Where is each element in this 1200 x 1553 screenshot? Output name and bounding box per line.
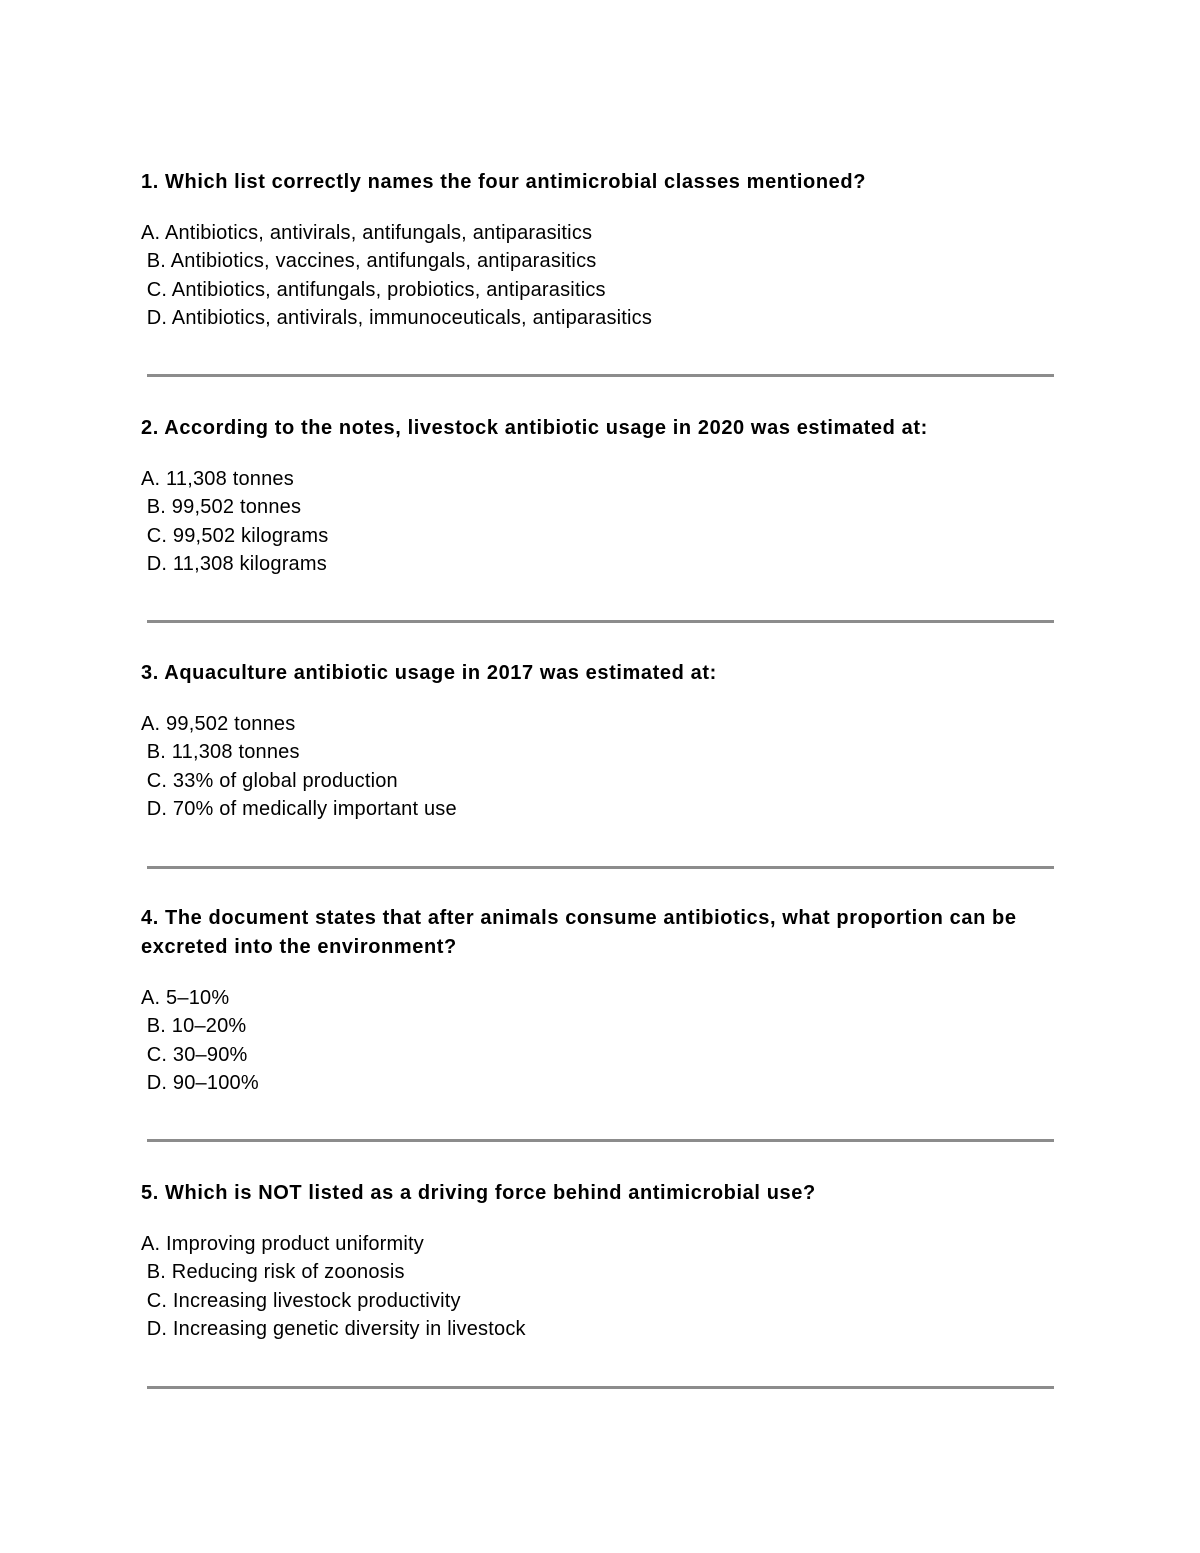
option-c: C. 30–90% [141, 1043, 248, 1066]
option-a: A. Antibiotics, antivirals, antifungals, antiparasitics [141, 222, 593, 244]
answer-options [141, 219, 1061, 332]
divider [147, 374, 1054, 377]
option-b: B. 99,502 tonnes [141, 496, 302, 519]
option-c: C. 33% of global production [141, 769, 398, 792]
option-d: D. 90–100% [141, 1071, 259, 1094]
answer-options [141, 465, 1061, 578]
option-d: D. Increasing genetic diversity in livestock [141, 1317, 526, 1340]
option-b: B. Antibiotics, vaccines, antifungals, antiparasitics [141, 250, 597, 273]
answer-options [141, 1230, 1061, 1343]
answer-options [141, 984, 1061, 1097]
option-c: C. Increasing livestock productivity [141, 1289, 461, 1312]
question-3 [141, 659, 1061, 823]
question-text: 1. Which list correctly names the four antimicrobial classes mentioned? [141, 171, 867, 193]
divider [147, 1386, 1054, 1389]
option-a: A. 11,308 tonnes [141, 468, 294, 490]
divider [147, 866, 1054, 869]
option-c: C. Antibiotics, antifungals, probiotics, antiparasitics [141, 278, 606, 301]
question-text: 3. Aquaculture antibiotic usage in 2017 was estimated at: [141, 662, 717, 684]
option-c: C. 99,502 kilograms [141, 524, 329, 547]
option-a: A. 99,502 tonnes [141, 713, 296, 735]
divider [147, 1139, 1054, 1142]
question-4 [141, 904, 1061, 1097]
question-text: 2. According to the notes, livestock antibiotic usage in 2020 was estimated at: [141, 417, 928, 439]
option-a: A. 5–10% [141, 987, 230, 1009]
option-d: D. 70% of medically important use [141, 797, 457, 820]
option-d: D. Antibiotics, antivirals, immunoceuticals, antiparasitics [141, 306, 653, 329]
answer-options [141, 710, 1061, 823]
option-b: B. 10–20% [141, 1015, 247, 1038]
question-text: 4. The document states that after animals consume antibiotics, what proportion can be excreted into the environment? [141, 907, 1017, 958]
option-b: B. Reducing risk of zoonosis [141, 1261, 405, 1284]
question-2 [141, 414, 1061, 578]
option-d: D. 11,308 kilograms [141, 552, 327, 575]
question-1 [141, 168, 1061, 332]
question-5 [141, 1179, 1061, 1343]
option-b: B. 11,308 tonnes [141, 741, 300, 764]
question-text: 5. Which is NOT listed as a driving force behind antimicrobial use? [141, 1182, 816, 1204]
divider [147, 620, 1054, 623]
option-a: A. Improving product uniformity [141, 1233, 424, 1255]
